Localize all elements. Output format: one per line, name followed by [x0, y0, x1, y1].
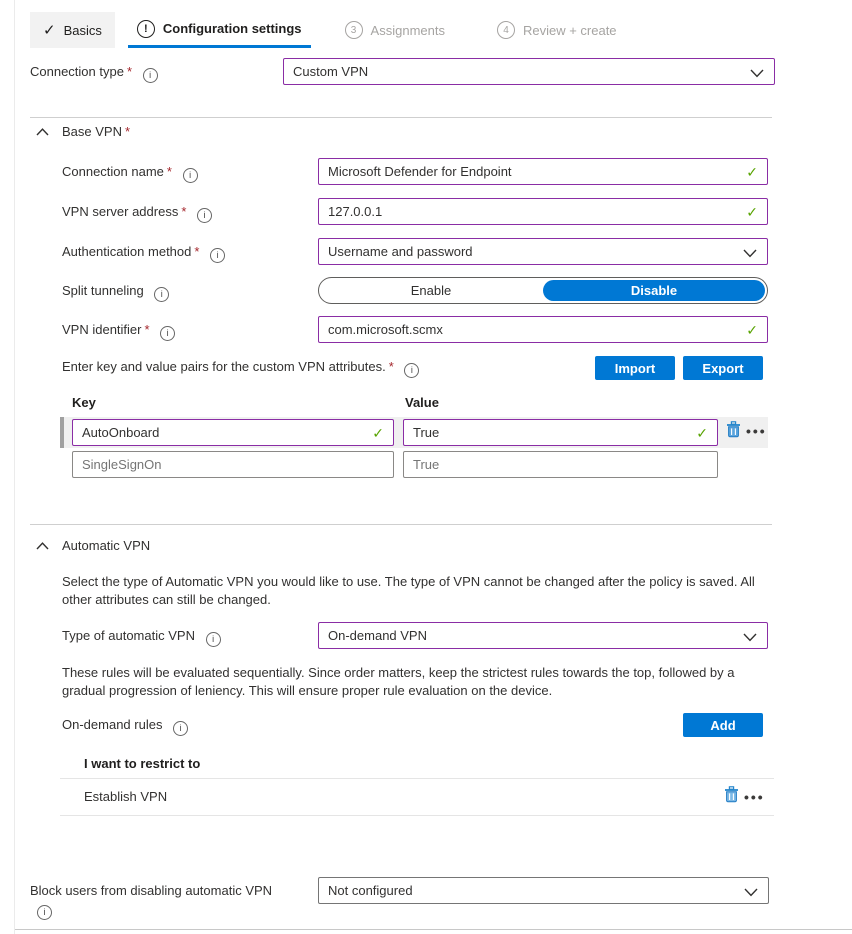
type-of-automatic-vpn-row — [0, 622, 852, 649]
alert-circle-icon: ! — [137, 20, 155, 38]
split-tunneling-disable-option[interactable]: Disable — [543, 280, 765, 301]
chevron-down-icon — [743, 249, 757, 258]
attribute-key-input[interactable]: SingleSignOn — [72, 451, 394, 478]
block-users-row — [0, 877, 852, 920]
table-divider — [60, 778, 774, 779]
vpn-identifier-row — [0, 316, 852, 343]
section-divider — [30, 524, 772, 525]
attribute-row-more-button[interactable] — [746, 424, 767, 438]
connection-type-label: Connection type * i — [30, 58, 283, 83]
chevron-down-icon — [750, 69, 764, 78]
section-divider — [30, 117, 772, 118]
chevron-up-icon — [36, 542, 49, 550]
chevron-down-icon — [744, 888, 758, 897]
automatic-vpn-description: Select the type of Automatic VPN you would like to use. The type of VPN cannot be changed after the policy is saved. All other attributes can still be changed. — [62, 574, 755, 607]
add-button-group — [683, 713, 763, 737]
tab-basics-label: Basics — [63, 22, 102, 38]
vpn-server-address-input[interactable]: 127.0.0.1 ✓ — [318, 198, 768, 225]
value-column-header: Value — [405, 395, 439, 410]
chevron-up-icon — [36, 128, 49, 136]
required-asterisk: * — [388, 359, 394, 374]
connection-type-row — [0, 58, 852, 85]
tab-basics[interactable] — [30, 12, 115, 48]
info-icon[interactable]: i — [206, 632, 221, 647]
info-icon[interactable]: i — [154, 287, 169, 302]
authentication-method-row — [0, 238, 852, 265]
split-tunneling-enable-option[interactable]: Enable — [410, 283, 452, 298]
import-button[interactable]: Import — [595, 356, 675, 380]
vpn-server-address-label: VPN server address * i — [62, 198, 318, 223]
info-icon[interactable]: i — [143, 68, 158, 83]
row-selection-bar — [60, 417, 64, 448]
block-users-dropdown[interactable]: Not configured — [318, 877, 769, 904]
block-users-label: Block users from disabling automatic VPN i — [30, 877, 293, 920]
info-icon[interactable]: i — [173, 721, 188, 736]
valid-check-icon: ✓ — [746, 164, 758, 180]
ellipsis-icon: ••• — [744, 789, 765, 805]
connection-type-dropdown[interactable]: Custom VPN — [283, 58, 775, 85]
valid-check-icon: ✓ — [746, 204, 758, 220]
completed-check-icon: ✓ — [43, 22, 56, 39]
step-3-circle-icon: 3 — [345, 21, 363, 39]
tab-configuration-settings[interactable] — [128, 12, 311, 48]
tab-review-create[interactable] — [497, 12, 617, 48]
ellipsis-icon: ••• — [746, 423, 767, 439]
type-of-automatic-vpn-dropdown[interactable]: On-demand VPN — [318, 622, 768, 649]
valid-check-icon: ✓ — [372, 425, 384, 441]
info-icon[interactable]: i — [183, 168, 198, 183]
chevron-down-icon — [743, 633, 757, 642]
import-export-buttons — [595, 356, 763, 380]
on-demand-rules-label: On-demand rules i — [62, 713, 188, 736]
table-divider — [60, 815, 774, 816]
required-asterisk: * — [126, 64, 133, 79]
on-demand-rules-description: These rules will be evaluated sequentially. Since order matters, keep the strictest rules towards the top, followed by a gradual progression of leniency. This will ensure proper rule evaluation on the device. — [62, 665, 735, 698]
wizard-steps — [30, 12, 617, 48]
connection-name-label: Connection name * i — [62, 158, 318, 183]
valid-check-icon: ✓ — [746, 322, 758, 338]
custom-attributes-label: Enter key and value pairs for the custom VPN attributes. * i — [62, 356, 419, 378]
split-tunneling-row — [0, 277, 852, 304]
export-button[interactable]: Export — [683, 356, 763, 380]
info-icon[interactable]: i — [197, 208, 212, 223]
vpn-identifier-input[interactable]: com.microsoft.scmx ✓ — [318, 316, 768, 343]
base-vpn-title: Base VPN * — [62, 124, 131, 139]
attribute-value-input[interactable]: True — [403, 451, 718, 478]
rule-row-more-button[interactable] — [744, 790, 765, 804]
info-icon[interactable]: i — [404, 363, 419, 378]
attribute-key-input[interactable]: AutoOnboard ✓ — [72, 419, 394, 446]
authentication-method-label: Authentication method * i — [62, 238, 318, 263]
add-rule-button[interactable]: Add — [683, 713, 763, 737]
split-tunneling-label: Split tunneling i — [62, 277, 318, 302]
vpn-identifier-label: VPN identifier * i — [62, 316, 318, 341]
trash-icon — [724, 786, 739, 806]
base-vpn-section-header[interactable] — [36, 124, 130, 139]
on-demand-rules-row — [0, 713, 852, 737]
restrict-to-column-header: I want to restrict to — [84, 756, 201, 771]
type-of-automatic-vpn-label: Type of automatic VPN i — [62, 622, 318, 647]
delete-rule-button[interactable] — [724, 786, 739, 806]
vpn-server-address-row — [0, 198, 852, 225]
step-4-circle-icon: 4 — [497, 21, 515, 39]
connection-name-row — [0, 158, 852, 185]
tab-review-create-label: Review + create — [522, 22, 617, 38]
required-asterisk: * — [181, 204, 187, 219]
custom-attributes-row — [0, 356, 852, 380]
trash-icon — [726, 421, 741, 441]
tab-configuration-settings-label: Configuration settings — [162, 21, 302, 36]
required-asterisk: * — [144, 322, 150, 337]
required-asterisk: * — [166, 164, 172, 179]
info-icon[interactable]: i — [160, 326, 175, 341]
delete-attribute-button[interactable] — [726, 421, 741, 441]
authentication-method-dropdown[interactable]: Username and password — [318, 238, 768, 265]
automatic-vpn-title: Automatic VPN — [62, 538, 151, 553]
info-icon[interactable]: i — [210, 248, 225, 263]
attribute-value-input[interactable]: True ✓ — [403, 419, 718, 446]
automatic-vpn-section-header[interactable] — [36, 538, 150, 553]
valid-check-icon: ✓ — [696, 425, 708, 441]
info-icon[interactable]: i — [37, 905, 52, 920]
panel-bottom-border — [15, 929, 852, 930]
tab-assignments[interactable] — [345, 12, 445, 48]
split-tunneling-toggle — [318, 277, 768, 304]
key-column-header: Key — [72, 395, 96, 410]
connection-name-input[interactable]: Microsoft Defender for Endpoint ✓ — [318, 158, 768, 185]
required-asterisk: * — [124, 124, 131, 139]
tab-assignments-label: Assignments — [370, 22, 445, 38]
rule-row-name: Establish VPN — [84, 789, 168, 804]
required-asterisk: * — [194, 244, 200, 259]
panel-left-border — [14, 0, 15, 934]
